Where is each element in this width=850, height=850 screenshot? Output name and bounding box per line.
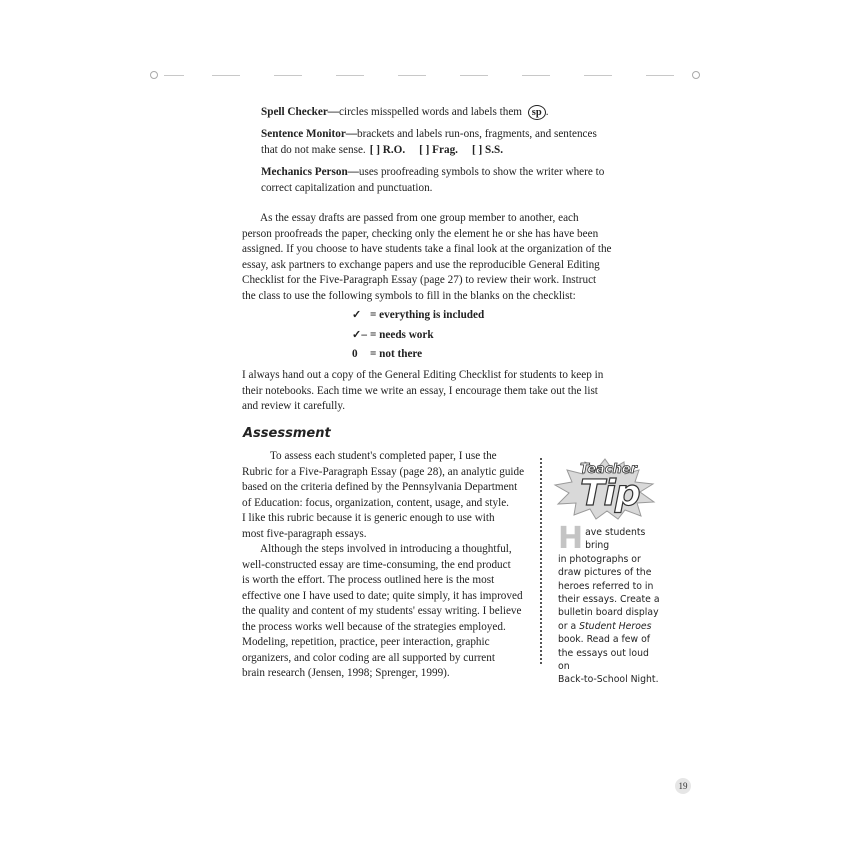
paragraph-line: Although the steps involved in introducing a thoughtful,: [260, 543, 512, 555]
paragraph-line: I always hand out a copy of the General Editing Checklist for students to keep in: [242, 369, 604, 381]
rule-dash: [398, 75, 426, 76]
assessment-body: [242, 449, 532, 682]
symbol-row-not-there: [352, 345, 484, 365]
paragraph-line: To assess each student's completed paper, I use the: [270, 450, 497, 462]
tip-line: draw pictures of the: [558, 567, 652, 579]
tip-line: book. Read a few of: [558, 634, 651, 646]
definition-desc-2: correct capitalization and punctuation.: [261, 181, 433, 194]
rule-dash: [646, 75, 674, 76]
paragraph-line: their notebooks. Each time we write an essay, I encourage them take out the list: [242, 384, 598, 397]
assessment-heading: Assessment: [243, 426, 331, 441]
check-minus-icon: ✓–: [352, 328, 367, 341]
rule-dash: [522, 75, 550, 76]
tip-line: the essays out loud on: [558, 647, 649, 673]
tip-line-with-title: [558, 620, 662, 633]
paragraph-line: most five-paragraph essays.: [242, 527, 367, 540]
teacher-tip-badge: [552, 458, 658, 520]
top-decorative-rule: [150, 71, 700, 81]
paragraph-line: of Education: focus, organization, content, usage, and style.: [242, 496, 509, 509]
right-rule-circle: [692, 71, 700, 79]
paragraph-line: brain research (Jensen, 1998; Sprenger, 1999).: [242, 667, 450, 679]
definition-term: Spell Checker—: [261, 106, 339, 118]
page-number: 19: [675, 778, 691, 794]
paragraph-line: Checklist for the Five-Paragraph Essay (page 27) to review their work. Instruct: [242, 274, 597, 286]
symbol-row-included: [352, 306, 484, 326]
paragraph-line: effective one I have used to date; quite simply, it has improved: [242, 589, 523, 602]
definition-desc: uses proofreading symbols to show the writer where to: [358, 166, 605, 178]
tip-line-prefix: or a: [558, 620, 580, 632]
teacher-tip-text: [558, 521, 662, 687]
definition-desc: circles misspelled words and labels them: [339, 106, 522, 118]
definition-desc-2: that do not make sense.: [261, 143, 366, 156]
paragraph-proofreading: [242, 211, 612, 304]
tip-line: Back-to-School Night.: [558, 674, 659, 686]
paragraph-line: Rubric for a Five-Paragraph Essay (page 28), an analytic guide: [242, 465, 525, 478]
paragraph-line: organizers, and color coding are all supported by current: [242, 651, 495, 664]
paragraph-line: well-constructed essay are time-consuming, the end product: [242, 558, 511, 571]
checklist-symbols: [352, 306, 484, 365]
paragraph-line: based on the criteria defined by the Pennsylvania Department: [242, 481, 518, 493]
symbol-row-needs-work: [352, 326, 484, 346]
tip-line: heroes referred to in: [558, 580, 654, 592]
definition-sentence-monitor: [261, 127, 621, 158]
paragraph-checklist: [242, 368, 603, 415]
paragraph-line: person proofreads the paper, checking only the element he or she has have been: [242, 227, 599, 240]
check-icon: ✓: [352, 309, 362, 321]
paragraph-line: As the essay drafts are passed from one group member to another, each: [260, 212, 579, 224]
mark-sense: [ ] S.S.: [471, 143, 504, 156]
paragraph-line: is worth the effort. The process outlined here is the most: [242, 574, 495, 586]
paragraph-line: assigned. If you choose to have students take a final look at the organization of the: [242, 243, 612, 255]
rule-dash: [274, 75, 302, 76]
teacher-tip-big-word: Tip: [580, 473, 640, 514]
symbol-label: = not there: [370, 348, 423, 360]
rule-dash: [584, 75, 612, 76]
tip-line: ave students bring: [585, 527, 646, 552]
paragraph-line: the quality and content of my students' essay writing. I believe: [242, 605, 522, 617]
tip-line: in photographs or: [558, 553, 641, 565]
tip-dropcap: H: [558, 521, 584, 556]
definition-mechanics-person: [261, 165, 621, 196]
sp-mark: sp: [528, 105, 546, 120]
definition-spell-checker: [261, 105, 621, 121]
rule-dash: [336, 75, 364, 76]
sidebar-dotted-divider: [540, 458, 542, 664]
definition-term: Mechanics Person—: [261, 166, 359, 178]
paragraph-line: essay, ask partners to exchange papers and use the reproducible General Editing: [242, 258, 600, 271]
teacher-tip-small-word: Teacher: [580, 462, 637, 477]
tip-book-title: Student Heroes: [579, 620, 652, 632]
left-rule-circle: [150, 71, 158, 79]
definition-term: Sentence Monitor—: [261, 128, 358, 140]
paragraph-line: the class to use the following symbols to fill in the blanks on the checklist:: [242, 289, 576, 302]
mark-run-on: [ ] R.O.: [369, 143, 406, 156]
paragraph-line: and review it carefully.: [242, 400, 346, 412]
paragraph-line: the process works well because of the strategies employed.: [242, 620, 506, 633]
definition-tail: .: [545, 106, 549, 118]
zero-symbol: 0: [352, 348, 358, 360]
tip-line: bulletin board display: [558, 607, 659, 619]
rule-dash: [212, 75, 240, 76]
definition-desc: brackets and labels run-ons, fragments, and sentences: [357, 128, 597, 140]
rule-dash: [460, 75, 488, 76]
mark-fragment: [ ] Frag.: [419, 143, 458, 156]
tip-line: their essays. Create a: [558, 594, 660, 606]
symbol-label: = everything is included: [370, 309, 485, 321]
rule-dash: [164, 75, 184, 76]
paragraph-line: Modeling, repetition, practice, peer interaction, graphic: [242, 636, 490, 648]
paragraph-line: I like this rubric because it is generic enough to use with: [242, 512, 495, 524]
symbol-label: = needs work: [370, 328, 434, 341]
